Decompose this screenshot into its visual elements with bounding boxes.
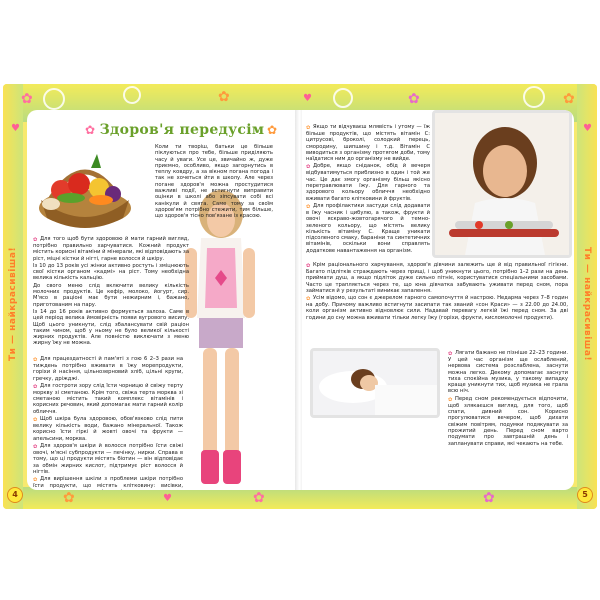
flower-bullet-icon: ✿ <box>33 383 38 390</box>
flower-bullet-icon: ✿ <box>33 443 38 450</box>
page-number-left: 4 <box>7 487 23 503</box>
vegetable-basket-image <box>31 138 139 230</box>
flower-bullet-icon: ✿ <box>448 396 453 403</box>
flower-bullet-icon: ✿ <box>306 164 311 171</box>
vitamins-text: ✿ Якщо ти відчуваєш млявість і утому — їж більше продуктів, що містять вітамін С: цитрусові, броколі, солодкий перець, смородину, шипшину і т.д. Вітамін С виводиться з організму протягом доби, тому наїдатися ним до організму не вийде. ✿ Добре, якщо сніданок, обід й вечеря відбуватимуться приблизно в один і той же час. Це дає змогу організму більш якісно перетравлювати їжу. Для гарного та здорового кольору обличчя необхідно вживати багато клітковини й фруктів. ✿ Для профілактики застуди слід додавати в їжу часник і цибулю, а також, фрукти й овочі яскраво-жовтогарячого й темно-зеленого кольору, що містять велику кількість вітаміну С. Краще уникати підсоленого смаку, бараніни та синтетичних вітамінів, оскільки вони справлять додаткове навантаження на організм. <box>306 124 430 254</box>
page-number-right: 5 <box>577 487 593 503</box>
flower-bullet-icon: ✿ <box>448 351 453 357</box>
flower-icon: ✿ <box>218 89 230 105</box>
left-page <box>27 110 297 490</box>
swirl-decoration <box>123 86 141 104</box>
hygiene-text: ✿ Крім раціонального харчування, здоров'я дівчини залежить ще й від правильної гігієни. Багато підлітків страждають через прищі, і щоб уникнути цього, потрібно 1–2 рази на день приймати душ, а якщо підліток дуже сильно пітніє, користуватися спеціальними засобами. Часто це трапляється через те, що юна дівчатка забувають уживати перед сном, пора займатися й у результаті виникає запалення. ✿ Усім відомо, що сон є джерелом гарного самопочуття й настрою. Недарма через 7–8 годин на добу. Причому важливо встигнути засипати так званий «сон Краси» — з 22.00 до 24.00, коли організм активно відновлює сили. Надавай перевагу легкій їжі перед сном. За дві години до сну можна вживати тільки легку їжу (горіхи, фрукти, кисломолочні продукти). <box>306 262 568 321</box>
flower-bullet-icon: ✿ <box>33 417 38 424</box>
flower-bullet-icon: ✿ <box>33 477 38 484</box>
swirl-decoration <box>43 88 65 110</box>
heart-icon: ♥ <box>163 493 172 504</box>
nutrition-text: ✿ Для того щоб бути здоровою й мати гарний вигляд, потрібно правильно харчуватися. Кожний продукт містить корисні вітаміни й мінерали, які відповідають за ріст, міцні кістки й нігті, гарне волосся й шкіру. Із 10 до 13 років усі жінки активно ростуть і зміцнюють свої кістки органом «кадмі» на ріст. Тому необхідна велика кількість кальцію. До свого меню слід включити велику кількість молочних продуктів. Це кефір, молоко, йогурт, сир. М'ясо в раціоні має бути нежирним і, бажано, приготованим на пару. Із 14 до 16 років активно формується залоза. Саме в цей період велика ймовірність появи вугрового висипу. Щоб цього уникнути, слід збалансувати свій раціон таким чином, щоб у ньому не було великої кількості жирних продуктів. Але повністю виключати з меню жирну їжу не можна. <box>33 236 189 347</box>
flower-icon: ✿ <box>63 490 75 506</box>
flower-icon: ✿ <box>267 123 278 137</box>
swirl-decoration <box>333 88 353 108</box>
flower-icon: ✿ <box>85 123 96 137</box>
book-spread <box>3 84 597 509</box>
flower-bullet-icon: ✿ <box>306 203 311 210</box>
swirl-decoration <box>523 86 545 108</box>
sleeping-girl-photo <box>310 348 440 418</box>
flower-bullet-icon: ✿ <box>306 296 311 303</box>
flower-bullet-icon: ✿ <box>306 263 311 269</box>
flower-icon: ✿ <box>21 91 33 107</box>
page-title: Здоров'я передусім <box>99 122 265 138</box>
flower-bullet-icon: ✿ <box>306 125 311 131</box>
flower-bullet-icon: ✿ <box>33 237 38 243</box>
intro-text: Коли ти творіш, батьки це більше піклуються про тебе, більше приділяють часу й уваги. Усе це, звичайно ж, дуже приємно, особливо, якщо загорнутись в теплу ковдру, а за вікном погана погода і так не хочеться йти в школу. Але через погане здоров'я можна простудитися важливі події, не встигнути виправити оцінки в школі або зіпсувати собі всі канікули й свята. Саме тому за своїм здоров'ям потрібно стежити, тим більше, що здоров'я тісно пов'язане із красою. <box>155 144 273 220</box>
heart-icon: ♥ <box>11 123 20 134</box>
girl-eating-photo <box>432 110 572 258</box>
heart-icon: ♥ <box>303 93 312 104</box>
flower-icon: ✿ <box>253 490 265 506</box>
flower-icon: ✿ <box>408 91 420 107</box>
flower-icon: ✿ <box>563 91 575 107</box>
flower-bullet-icon: ✿ <box>33 357 38 363</box>
sleep-text: ✿ Лягати бажано не пізніше 22–23 години. У цей час організм ще ослаблений, нервова система розслаблена, заснути можна легко. Декому допомагає заснути тиха спокійна музика, у такому випадку краще уникнути тих, щоб музика не грала всю ніч. ✿ Перед сном рекомендується відпочити, щоб злякаєшся вигляд, для того, щоб спати, дивний сон. Корисно прогулюватися вечером, щоб дихати свіжим повітрям, подумки подякувати за прожитий день. Перед сном варто подумати про завтрашній день і запланувати справи, які чекають на тебе. <box>448 350 568 447</box>
right-page <box>302 110 574 490</box>
flower-icon: ✿ <box>483 490 495 506</box>
right-side-label: Ти — найкрасивіша! <box>582 246 592 362</box>
bottom-border <box>3 487 597 509</box>
advice-text: ✿ Для працездатності й пам'яті з гою 6 2–3 рази на тиждень потрібно вживати в їжу морепродукти, горіхи й насіння, цільнозерновий хліб, цільні крупи, гречку, дріжджі. ✿ Для гостроти зору слід їсти чорницю й свіжу терту моркву зі сметаною. Крім того, свіжа терта морква зі сметаною містить такий комплекс вітамінів і корисних речовин, який допомагає мати гарний колір обличчя. ✿ Щоб шкіра була здоровою, обов'язково слід пити велику кількість води, бажано мінеральної. Також корисно їсти гіркі й жовті овочі та фрукти — апельсини, морква. ✿ Для здоров'я шкіри й волосся потрібно їсти свіжі овочі, м'ясні субпродукти — печінку, нирки. Справа в тому, що ці продукти містять біотин — він відповідає за обмін жирних кислот, підтримує ріст волосся й нігтів. ✿ Для вирішення шкіли з проблеми шкіри потрібно їсти продукти, що містять клітковину: висівки, <box>33 356 183 490</box>
heart-icon: ♥ <box>583 123 592 134</box>
left-side-label: Ти — найкрасивіша! <box>8 246 18 362</box>
